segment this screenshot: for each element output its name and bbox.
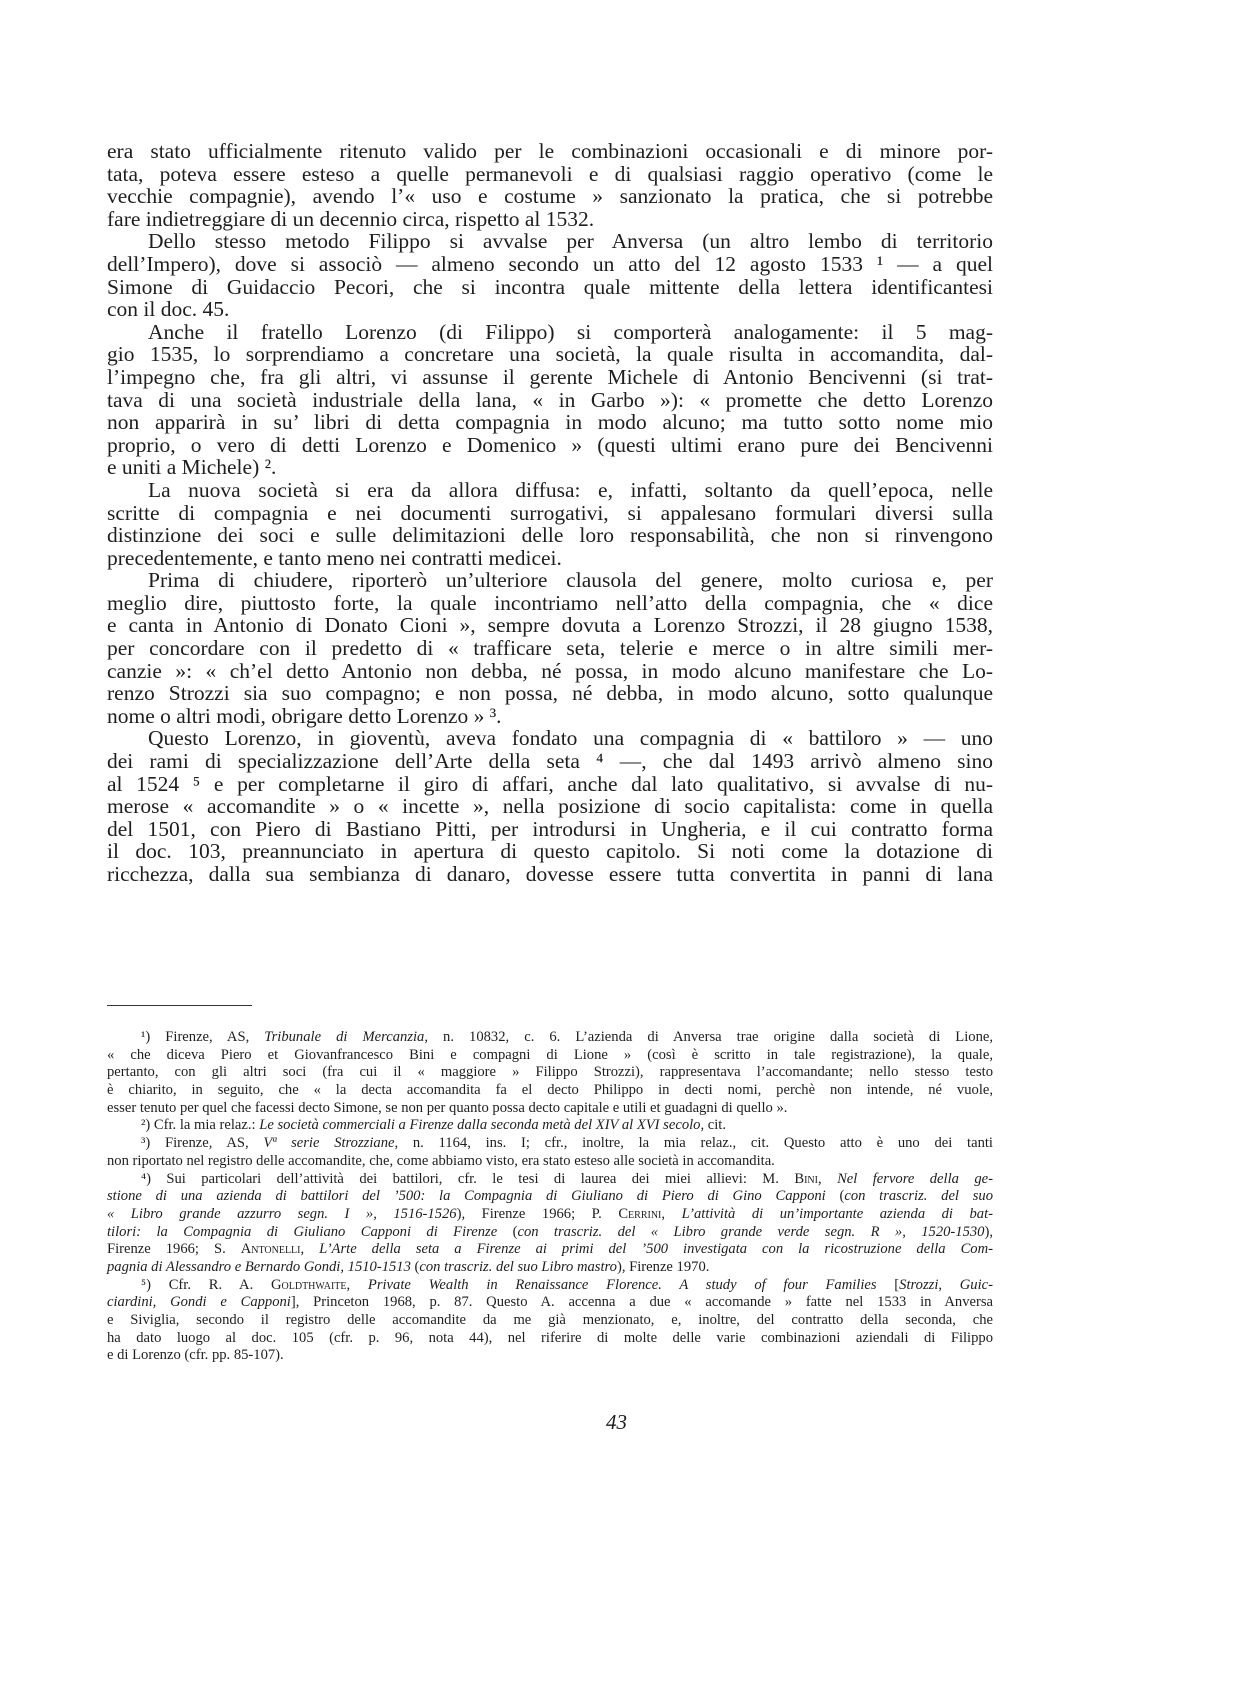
footnote [107, 1117, 993, 1135]
text-line: al 1524 ⁵ e per completarne il giro di affari, anche dal lato qualitativo, si avvalse di nu- [107, 771, 993, 796]
footnote-line [107, 1241, 993, 1259]
footnote-text: ³) Firenze, AS, [141, 1135, 264, 1152]
footnote-text: , [300, 1241, 320, 1258]
paragraph [107, 569, 993, 727]
footnote-text: « che diceva Piero et Giovanfrancesco Bini e compagni di Lione » (così è scritto in tale registrazione), la quale, [107, 1046, 993, 1063]
text-line: Dello stesso metodo Filippo si avvalse per Anversa (un altro lembo di territorio [148, 229, 993, 254]
paragraph [107, 321, 993, 479]
footnote-line [107, 1171, 993, 1189]
footnote-line [107, 1135, 993, 1153]
footnote-line [107, 1188, 993, 1206]
footnote-line [107, 1082, 993, 1100]
italic-citation: Strozzi, Guic- [899, 1276, 993, 1293]
footnote-text: , n. 1164, ins. I; cfr., inoltre, la mia relaz., cit. Questo atto è uno dei tanti [394, 1135, 993, 1152]
footnote-line [107, 1206, 993, 1224]
text-line: il doc. 103, preannunciato in apertura di questo capitolo. Si noti come la dotazione di [107, 839, 993, 864]
footnote-text: ], Princeton 1968, p. 87. Questo A. accenna a due « accomande » fatte nel 1533 in Anversa [290, 1294, 994, 1311]
text-line: Prima di chiudere, riporterò un’ulteriore clausola del genere, molto curiosa e, per [148, 568, 993, 593]
footnote-text: ha dato luogo al doc. 105 (cfr. p. 96, nota 44), nel riferire di molte delle varie combinazioni aziendali di Filippo [107, 1329, 993, 1346]
footnote-text: ⁴) Sui particolari dell’attività dei battilori, cfr. le tesi di laurea dei miei allievi: M. [141, 1170, 795, 1187]
text-line: dei rami di specializzazione dell’Arte della seta ⁴ —, che dal 1493 arrivò almeno sino [107, 749, 993, 774]
text-line: era stato ufficialmente ritenuto valido per le combinazioni occasionali e di minore por- [107, 139, 993, 163]
footnote-line [107, 1029, 993, 1047]
footnote-text: ¹) Firenze, AS, [141, 1029, 265, 1045]
italic-citation: tilori: la Compagnia di Giuliano Capponi di Firenze [107, 1223, 498, 1240]
footnote-line [107, 1294, 993, 1312]
text-line: per concordare con il predetto di « trafficare seta, telerie e merce o in altre simili mer- [107, 636, 993, 661]
footnote-text: , n. 10832, c. 6. L’azienda di Anversa trae origine dalla società di Lione, [424, 1029, 993, 1045]
footnote-text: e di Lorenzo (cfr. pp. 85-107). [107, 1347, 284, 1364]
footnote-text: , cit. [700, 1117, 727, 1134]
italic-citation: L’Arte della seta a Firenze ai primi del ’500 investigata con la ricostruzione della Com- [319, 1241, 993, 1258]
footnote-text: ( [497, 1223, 518, 1240]
footnote-text: esser tenuto per quel che facessi decto Simone, se non per quanto possa decto capitale e utili et guadagni di quello ». [107, 1099, 788, 1116]
italic-citation: Vª serie Strozziane [263, 1135, 395, 1152]
text-line: con il doc. 45. [107, 297, 230, 322]
footnote-divider [107, 1005, 252, 1006]
footnote-text: , [817, 1170, 838, 1187]
italic-citation: con trascriz. del suo Libro mastro [419, 1258, 617, 1275]
text-line: canzie »: « ch’el detto Antonio non debba, né possa, in modo alcuno manifestare che Lo- [107, 658, 993, 683]
text-line: del 1501, con Piero di Bastiano Pitti, per introdursi in Ungheria, e il cui contratto forma [107, 816, 993, 841]
footnote [107, 1171, 993, 1277]
paragraph [107, 479, 993, 569]
author-name: Goldthwaite [270, 1276, 347, 1293]
italic-citation: pagnia di Alessandro e Bernardo Gondi, 1510-1513 [107, 1258, 411, 1275]
italic-citation: L’attività di un’importante azienda di bat- [681, 1205, 993, 1222]
text-line: renzo Strozzi sia suo compagno; e non possa, né debba, in modo alcuno, sotto qualunque [107, 681, 993, 706]
italic-citation: con trascriz. del « Libro grande verde segn. R », 1520-1530 [517, 1223, 985, 1240]
footnote-text: [ [876, 1276, 900, 1293]
page-number: 43 [606, 1410, 627, 1434]
text-line: non apparirà in su’ libri di detta compagnia in modo alcuno; ma tutto sotto nome mio [107, 410, 993, 435]
paragraph [107, 140, 993, 230]
author-name: Antonelli [240, 1241, 301, 1258]
italic-citation: Nel fervore della ge- [837, 1170, 993, 1187]
text-line: meglio dire, piuttosto forte, la quale incontriamo nell’atto della compagnia, che « dice [107, 590, 993, 615]
footnote-line [107, 1100, 993, 1118]
text-line: vecchie compagnie), avendo l’« uso e costume » sanzionato la pratica, che si potrebbe [107, 184, 993, 209]
text-line: dell’Impero), dove si associò — almeno secondo un atto del 12 agosto 1533 ¹ — a quel [107, 251, 993, 276]
footnote-text: , [661, 1205, 682, 1222]
footnote [107, 1029, 993, 1117]
body-text [107, 140, 993, 886]
text-line: scritte di compagnia e nei documenti surrogativi, si appalesano formulari diversi sulla [107, 500, 993, 525]
footnote-text: e Siviglia, secondo il registro delle accomandite da me già menzionato, e, inoltre, del contratto della seconda, che [107, 1312, 993, 1328]
italic-citation: stione di una azienda di battilori del ’500: la Compagnia di Giuliano di Piero di Gino Capponi [107, 1188, 826, 1205]
text-line: distinzione dei soci e sulle delimitazioni delle loro responsabilità, che non si rinvengono [107, 523, 993, 548]
paragraph [107, 727, 993, 885]
footnote-line [107, 1047, 993, 1065]
italic-citation: Private Wealth in Renaissance Florence. A study of four Families [367, 1276, 877, 1293]
footnote-text: ), [984, 1223, 993, 1240]
text-line: precedentemente, e tanto meno nei contratti medicei. [107, 545, 562, 570]
footnote-text: ), Firenze 1970. [616, 1258, 710, 1275]
footnote-line [107, 1347, 993, 1365]
text-line: e uniti a Michele) ². [107, 455, 277, 480]
footnote-text: ( [825, 1188, 845, 1205]
footnote-line [107, 1117, 993, 1135]
footnote-line [107, 1312, 993, 1330]
footnote [107, 1135, 993, 1170]
footnotes [107, 1029, 993, 1365]
text-line: merose « accomandite » o « incette », nella posizione di socio capitalista: come in quella [107, 794, 993, 819]
text-line: ricchezza, dalla sua sembianza di danaro, dovesse essere tutta convertita in panni di lana [107, 862, 993, 886]
text-line: Questo Lorenzo, in gioventù, aveva fondato una compagnia di « battiloro » — uno [148, 726, 993, 751]
text-line: nome o altri modi, obrigare detto Lorenzo » ³. [107, 703, 502, 728]
italic-citation: con trascriz. del suo [844, 1188, 993, 1205]
footnote-text: è chiarito, in seguito, che « la decta accomandita fa el decto Philippo in decti nomi, perchè non intende, né vuole, [107, 1082, 993, 1099]
text-line: l’impegno che, fra gli altri, vi assunse il gerente Michele di Antonio Bencivenni (si trat- [107, 364, 993, 389]
text-line: Anche il fratello Lorenzo (di Filippo) si comporterà analogamente: il 5 mag- [148, 319, 993, 344]
footnote-text: non riportato nel registro delle accomandite, che, come abbiamo visto, era stato esteso alle società in accomandita. [107, 1152, 775, 1169]
text-line: tata, poteva essere esteso a quelle permanevoli e di qualsiasi raggio operativo (come le [107, 161, 993, 186]
author-name: Bini [794, 1170, 818, 1187]
footnote-line [107, 1330, 993, 1348]
footnote-line [107, 1277, 993, 1295]
footnote-line [107, 1064, 993, 1082]
footnote-line [107, 1224, 993, 1242]
footnote-text: ( [410, 1258, 420, 1275]
text-line: gio 1535, lo sorprendiamo a concretare una società, la quale risulta in accomandita, dal- [107, 342, 993, 367]
italic-citation: Tribunale di Mercanzia [264, 1029, 425, 1045]
text-line: tava di una società industriale della lana, « in Garbo »): « promette che detto Lorenzo [107, 387, 993, 412]
text-line: La nuova società si era da allora diffusa: e, infatti, soltanto da quell’epoca, nelle [148, 477, 993, 502]
italic-citation: Le società commerciali a Firenze dalla seconda metà del XIV al XVI secolo [259, 1117, 701, 1134]
footnote-text: pertanto, con gli altri soci (fra cui il « maggiore » Filippo Strozzi), rappresentava l’accomandante; nello stesso testo [107, 1064, 993, 1081]
footnote-line [107, 1259, 993, 1277]
italic-citation: « Libro grande azzurro segn. I », 1516-1526 [107, 1205, 457, 1222]
paragraph [107, 230, 993, 320]
text-line: fare indietreggiare di un decennio circa, rispetto al 1532. [107, 206, 595, 231]
italic-citation: ciardini, Gondi e Capponi [107, 1294, 291, 1311]
footnote [107, 1277, 993, 1365]
author-name: Cerrini [618, 1205, 662, 1222]
text-line: proprio, o vero di detti Lorenzo e Domenico » (questi ultimi erano pure dei Bencivenni [107, 432, 993, 457]
footnote-text: ⁵) Cfr. R. A. [141, 1276, 271, 1293]
text-line: Simone di Guidaccio Pecori, che si incontra quale mittente della lettera identificantesi [107, 274, 993, 299]
footnote-text: ²) Cfr. la mia relaz.: [141, 1117, 260, 1134]
footnote-text: Firenze 1966; S. [107, 1241, 241, 1258]
footnote-text: , [346, 1276, 368, 1293]
footnote-line [107, 1153, 993, 1171]
text-line: e canta in Antonio di Donato Cioni », sempre dovuta a Lorenzo Strozzi, il 28 giugno 1538, [107, 613, 993, 638]
footnote-text: ), Firenze 1966; P. [456, 1205, 619, 1222]
